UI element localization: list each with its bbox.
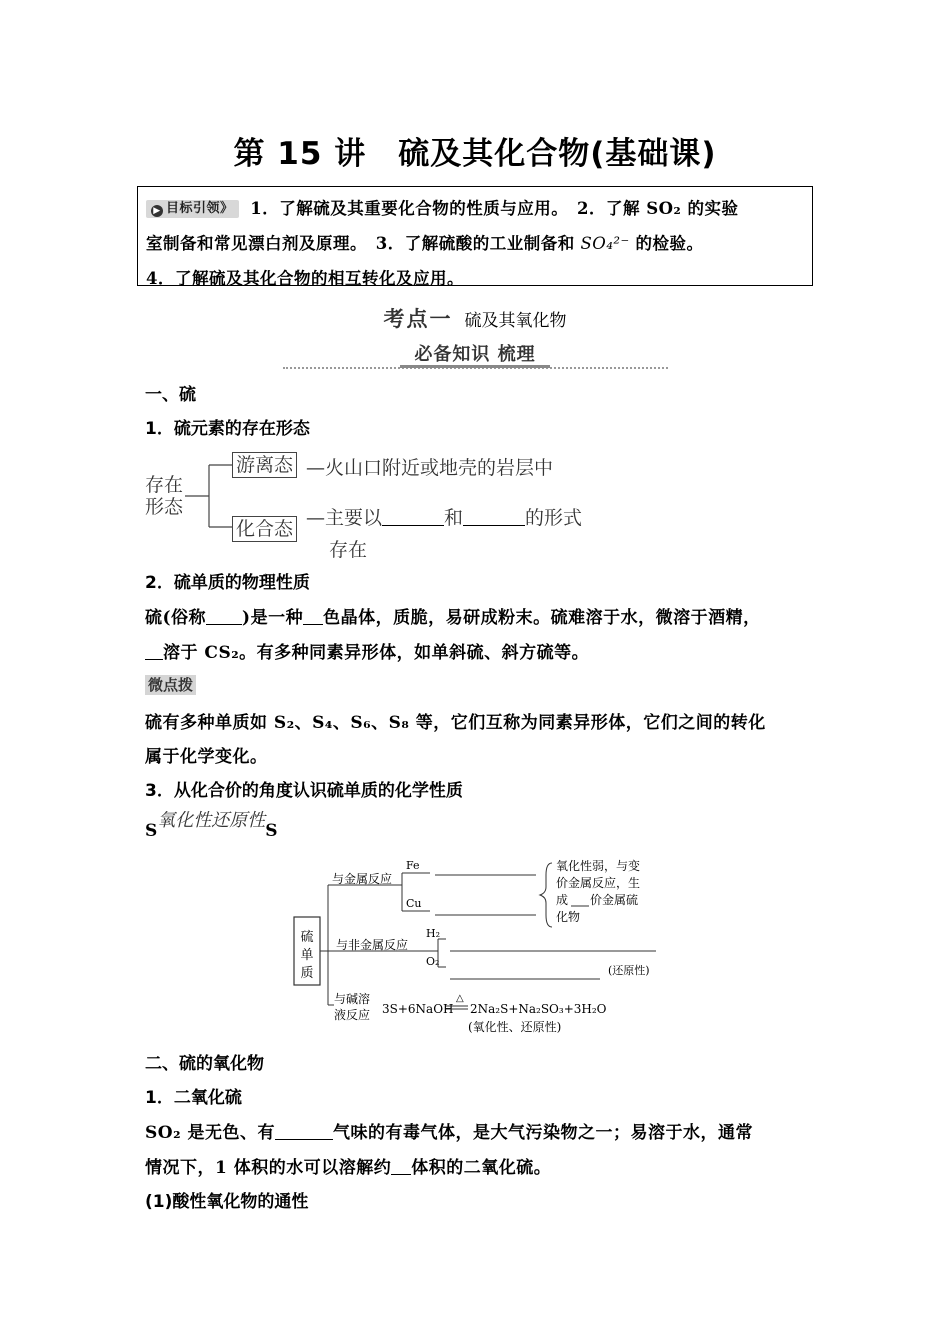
brace-line-2: 价金属反应，生 [556, 876, 641, 890]
blank [391, 1158, 411, 1175]
tip-line-1: 硫有多种单质如 S₂、S₄、S₆、S₈ 等，它们互称为同素异形体，它们之间的转化 [145, 713, 766, 733]
brace-line-1: 氧化性弱，与变 [556, 859, 641, 873]
heading-so2: 1．二氧化硫 [145, 1088, 242, 1108]
root-char-1: 硫 [300, 930, 314, 945]
brace [540, 863, 552, 927]
cu-label: Cu [406, 897, 422, 910]
fe-label: Fe [406, 859, 420, 872]
play-icon: ▶ [151, 205, 163, 217]
divider-accent [400, 365, 550, 368]
valence-line: S氧化性还原性S [145, 810, 278, 841]
kaodian-topic: 硫及其氧化物 [464, 311, 567, 331]
free-state-desc: —火山口附近或地壳的岩层中 [306, 457, 554, 479]
heading-sulfur: 一、硫 [145, 385, 196, 405]
tip-badge: 微点拨 [145, 675, 196, 695]
reaction-diagram [290, 855, 665, 1040]
physical-line-2: 溶于 CS₂。有多种同素异形体，如单斜硫、斜方硫等。 [145, 638, 589, 663]
bibei-heading: 必备知识 梳理 [414, 344, 536, 365]
combined-state-desc-2: 存在 [329, 539, 368, 561]
blank [382, 509, 444, 526]
goal-line-3: 4．了解硫及其化合物的相互转化及应用。 [146, 269, 464, 288]
blank [275, 1123, 333, 1140]
blank [145, 643, 163, 660]
learning-goals-box [137, 186, 813, 286]
heading-physical: 2．硫单质的物理性质 [145, 573, 310, 593]
kaodian-label: 考点一 [383, 307, 453, 331]
so2-line-2: 情况下，1 体积的水可以溶解约 体积的二氧化硫。 [145, 1158, 552, 1178]
root-char-2: 单 [300, 948, 314, 963]
heading-acidic-oxide: (1)酸性氧化物的通性 [145, 1192, 309, 1212]
equation-right: 2Na₂S+Na₂SO₃+3H₂O [470, 1002, 607, 1016]
goals-badge: ▶ 目标引领》 [146, 200, 239, 218]
reducing-label: (还原性) [608, 964, 650, 977]
heading-existence: 1．硫元素的存在形态 [145, 419, 310, 439]
combined-state-desc: —主要以 和 的形式 [306, 507, 583, 529]
blank [303, 608, 323, 625]
physical-line-1: 硫(俗称 )是一种 色晶体，质脆，易研成粉末。硫难溶于水，微溶于酒精， [145, 608, 761, 628]
tip-line-2: 属于化学变化。 [145, 747, 268, 767]
sulfate-formula: SO₄²⁻ [580, 234, 630, 253]
combined-state-box: 化合态 [232, 516, 297, 542]
tree-root: 存在 形态 [145, 474, 184, 518]
equation-condition: △ [456, 993, 464, 1004]
alkali-label-2: 液反应 [334, 1008, 371, 1022]
brace-line-4: 化物 [556, 910, 581, 924]
alkali-label-1: 与碱溶 [334, 992, 371, 1006]
so2-line-1: SO₂ 是无色、有 气味的有毒气体，是大气污染物之一；易溶于水，通常 [145, 1123, 753, 1143]
section-header [0, 303, 950, 333]
brace-line-3: 成 价金属硫 [556, 893, 639, 907]
metal-label: 与金属反应 [332, 872, 393, 886]
equation-left: 3S+6NaOH [382, 1002, 454, 1016]
heading-oxides: 二、硫的氧化物 [145, 1054, 264, 1074]
root-char-3: 质 [300, 966, 314, 981]
blank [463, 509, 525, 526]
page-title: 第 15 讲 硫及其化合物(基础课) [233, 136, 717, 172]
h2-label: H₂ [426, 927, 441, 940]
goal-line-2b: 的检验。 [635, 234, 704, 253]
equation-note: (氧化性、还原性) [468, 1020, 562, 1034]
tree-lines [185, 455, 235, 535]
free-state-box: 游离态 [232, 452, 297, 478]
o2-label: O₂ [426, 955, 440, 968]
nonmetal-label: 与非金属反应 [336, 938, 409, 952]
goal-line-2a: 室制备和常见漂白剂及原理。 3．了解硫酸的工业制备和 [146, 234, 575, 253]
blank [206, 608, 242, 625]
goal-line-1: 1．了解硫及其重要化合物的性质与应用。 2．了解 SO₂ 的实验 [250, 199, 739, 218]
heading-chemical: 3．从化合价的角度认识硫单质的化学性质 [145, 781, 463, 801]
